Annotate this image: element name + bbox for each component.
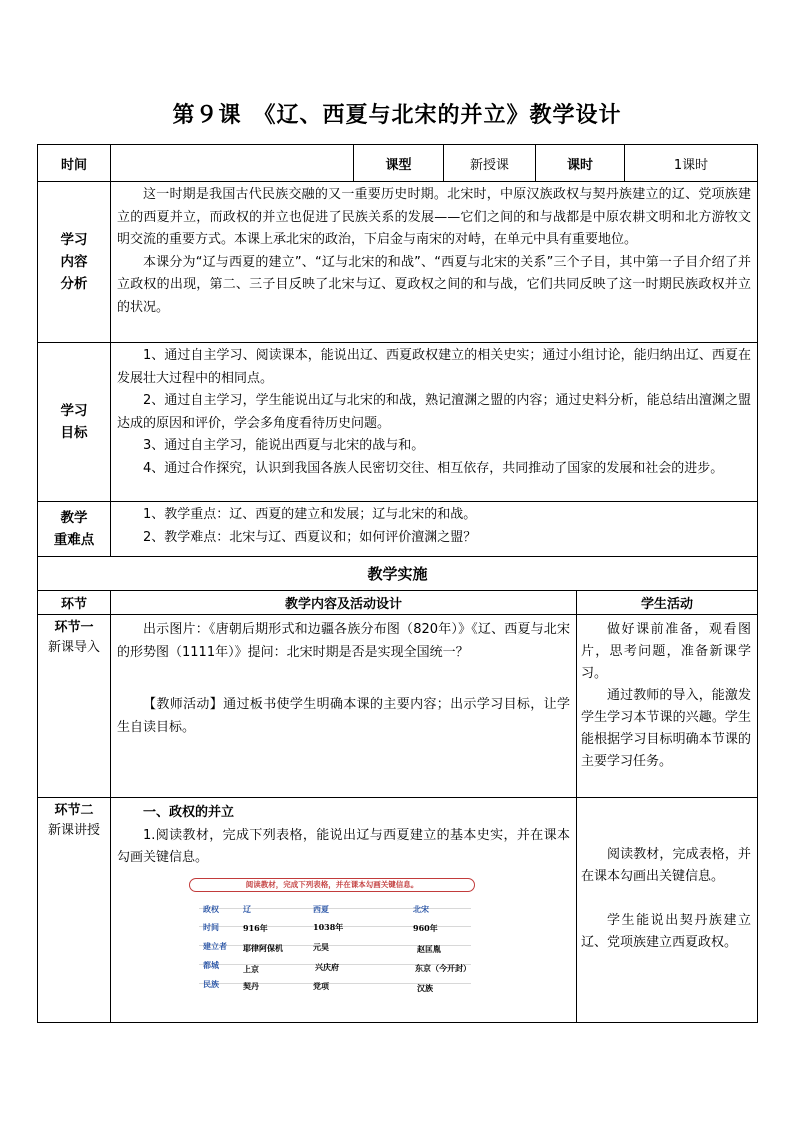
stage-1-paragraph: 【教师活动】通过板书使学生明确本课的主要内容；出示学习目标，让学生自读目标。 [117,697,570,735]
implementation-header-row [38,591,758,615]
time-label: 时间 [38,145,111,182]
worksheet-cell: 元昊 [313,941,329,952]
worksheet-cell: 汉族 [417,982,433,993]
stage-1-paragraph: 出示图片：《唐朝后期形式和边疆各族分布图（820年）》《辽、西夏与北宋的形势图（1111年）》提问：北宋时期是否是实现全国统一？ [117,622,570,660]
student-activity: 通过教师的导入，能激发学生学习本节课的兴趣。学生能根据学习目标明确本节课的主要学习任务。 [581,688,752,769]
worksheet-cell: 辽 [243,903,251,914]
worksheet-cell: 兴庆府 [315,961,339,972]
column-student: 学生活动 [577,591,758,615]
column-stage: 环节 [38,591,111,615]
worksheet-cell: 耶律阿保机 [243,942,283,953]
student-activity: 做好课前准备，观看图片，思考问题，准备新课学习。 [581,622,752,681]
worksheet-cell: 契丹 [243,980,259,991]
worksheet-cell: 北宋 [413,903,429,914]
period-label: 课时 [536,145,625,182]
stage-2-label: 环节二 新课讲授 [38,798,111,1023]
keypoints-row [38,502,758,557]
analysis-paragraph-1: 这一时期是我国古代民族交融的又一重要历史时期。北宋时，中原汉族政权与契丹族建立的辽、党项族建立的西夏并立，而政权的并立也促进了民族关系的发展——它们之间的和与战都是中原农耕文明和北方游牧文明交流的重要方式。本课上承北宋的政治，下启金与南宋的对峙，在单元中具有重要地位。 [117,187,752,247]
stage-1-label: 环节一 新课导入 [38,615,111,798]
analysis-paragraph-2: 本课分为“辽与西夏的建立”、“辽与北宋的和战”、“西夏与北宋的关系”三个子目，其中第一子目介绍了并立政权的出现，第二、三子目反映了北宋与辽、夏政权之间的和与战，它们共同反映了这一时期民族政权并立的状况。 [117,254,752,315]
goal-item: 4、通过合作探究，认识到我国各族人民密切交往、相互依存，共同推动了国家的发展和社会的进步。 [143,460,724,476]
goals-label: 学习 目标 [38,343,111,502]
page-title: 第９课 《辽、西夏与北宋的并立》教学设计 [172,103,622,128]
type-label: 课型 [354,145,444,182]
worksheet-row-label: 都城 [203,959,219,970]
worksheet-cell: 916年 [243,922,268,933]
worksheet-cell: 党项 [313,980,329,991]
worksheet-cell: 960年 [413,922,438,933]
keypoints-label: 教学 重难点 [38,502,111,557]
worksheet-cell: 1038年 [313,921,344,932]
student-activity: 学生能说出契丹族建立辽、党项族建立西夏政权。 [581,913,752,950]
stage-2-row [38,798,758,1023]
period-value: 1课时 [625,145,758,182]
goal-item: 3、通过自主学习，能说出西夏与北宋的战与和。 [143,438,425,453]
worksheet-cell: 西夏 [313,903,329,914]
implementation-title-row [38,557,758,591]
lesson-plan-table [37,144,758,1023]
worksheet-row-label: 政权 [203,903,219,914]
time-value [111,145,354,182]
worksheet-image [185,878,485,1004]
keypoint-item: 1、教学重点：辽、西夏的建立和发展；辽与北宋的和战。 [143,507,477,522]
implementation-title: 教学实施 [38,557,758,591]
stage-1-student [577,615,758,798]
worksheet-cell: 赵匡胤 [417,943,441,954]
worksheet-row-label: 民族 [203,978,219,989]
worksheet-row-label: 建立者 [203,940,227,951]
stage-1-row [38,615,758,798]
worksheet-cell: 东京（今开封） [415,962,471,973]
info-row [38,145,758,182]
stage-2-student [577,798,758,1023]
worksheet-banner: 阅读教材，完成下列表格，并在课本勾画关键信息。 [189,878,475,892]
student-activity: 阅读教材，完成表格，并在课本勾画出关键信息。 [581,847,752,884]
worksheet-row-label: 时间 [203,921,219,932]
goals-content [111,343,758,502]
analysis-label: 学习 内容 分析 [38,182,111,343]
goal-item: 1、通过自主学习、阅读课本，能说出辽、西夏政权建立的相关史实；通过小组讨论，能归纳出辽、西夏在发展壮大过程中的相同点。 [117,348,752,386]
analysis-content [111,182,758,343]
stage-1-content [111,615,577,798]
keypoints-content [111,502,758,557]
keypoint-item: 2、教学难点：北宋与辽、西夏议和；如何评价澶渊之盟？ [143,529,477,545]
column-content: 教学内容及活动设计 [111,591,577,615]
worksheet-cell: 上京 [243,963,259,974]
analysis-row [38,182,758,343]
type-value: 新授课 [444,145,536,182]
goal-item: 2、通过自主学习，学生能说出辽与北宋的和战，熟记澶渊之盟的内容；通过史料分析，能总结出澶渊之盟达成的原因和评价，学会多角度看待历史问题。 [117,393,752,431]
stage-2-content [111,798,577,1023]
goals-row [38,343,758,502]
stage-2-heading: 一、政权的并立 [143,805,235,820]
stage-2-paragraph: 1.阅读教材，完成下列表格，能说出辽与西夏建立的基本史实，并在课本勾画关键信息。 [117,827,570,865]
